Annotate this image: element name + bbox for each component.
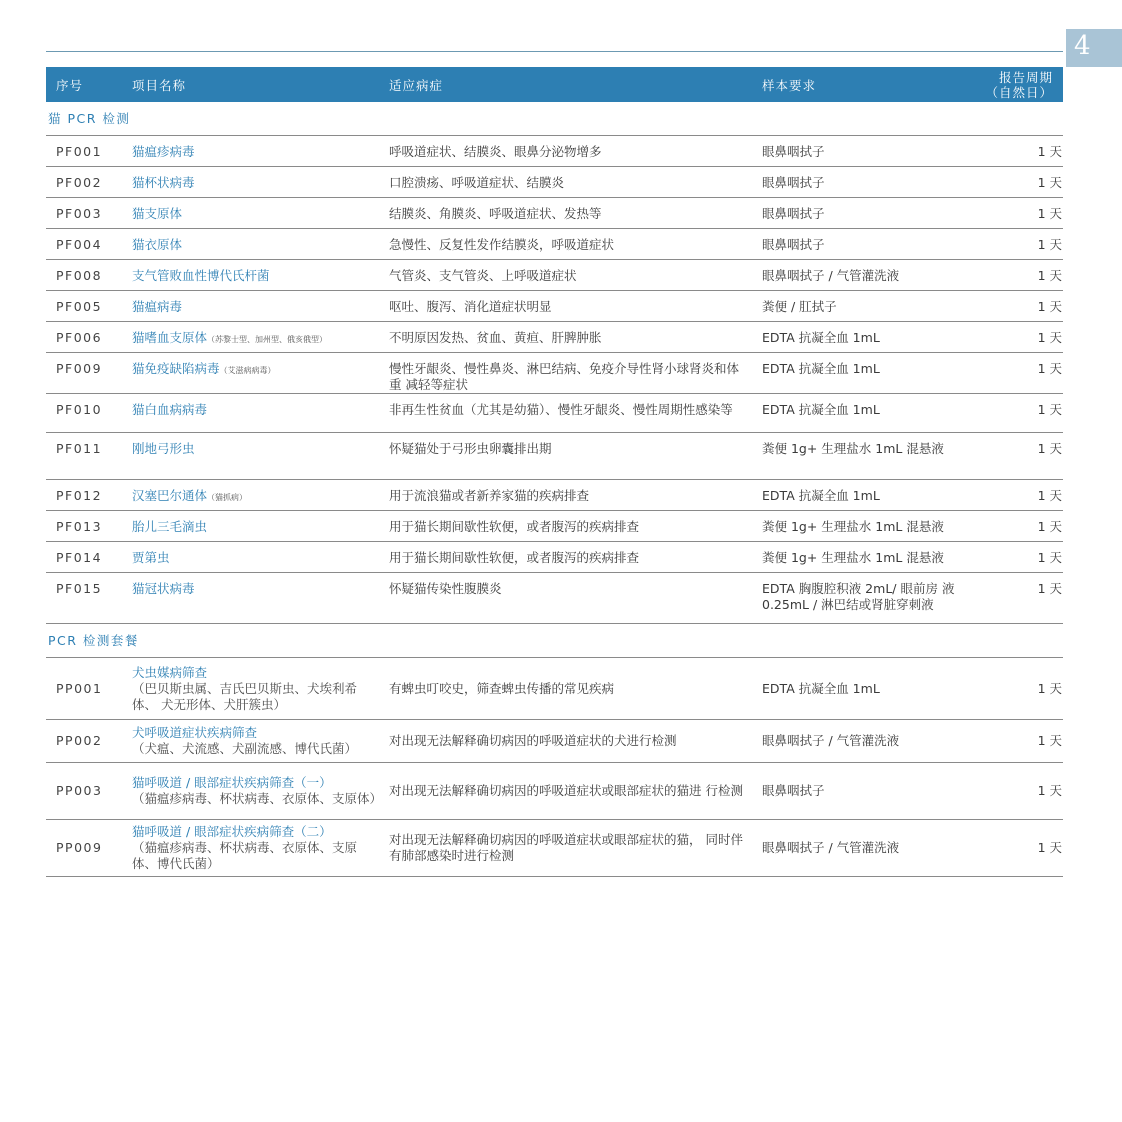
cell-code: PF004 <box>46 229 122 260</box>
table-row <box>46 353 1063 394</box>
cell-code: PP001 <box>46 658 122 720</box>
cell-sample: 眼鼻咽拭子 <box>752 167 968 198</box>
cell-period: 1 天 <box>968 573 1063 624</box>
cell-period: 1 天 <box>968 511 1063 542</box>
cell-indication: 非再生性贫血（尤其是幼猫）、慢性牙龈炎、慢性周期性感染等 <box>379 394 752 433</box>
cell-name: 猫衣原体 <box>122 229 379 260</box>
table-row <box>46 291 1063 322</box>
cell-name: 猫瘟疹病毒 <box>122 136 379 167</box>
cell-sample: 粪便 1g+ 生理盐水 1mL 混悬液 <box>752 542 968 573</box>
cell-sample: 眼鼻咽拭子 <box>752 229 968 260</box>
cell-code: PP009 <box>46 820 122 877</box>
cell-name <box>122 763 383 820</box>
table-row <box>46 394 1063 433</box>
cell-indication: 结膜炎、角膜炎、呼吸道症状、发热等 <box>379 198 752 229</box>
cell-sample: EDTA 抗凝全血 1mL <box>752 394 968 433</box>
cell-period: 1 天 <box>968 167 1063 198</box>
cell-name <box>122 720 379 763</box>
table-row <box>46 229 1063 260</box>
cell-sample: 粪便 / 肛拭子 <box>752 291 968 322</box>
cell-name <box>122 480 379 511</box>
page-number-tab: 4 <box>1066 29 1122 67</box>
cell-period: 1 天 <box>968 720 1063 763</box>
cell-name <box>122 820 379 877</box>
table-row <box>46 658 1063 720</box>
cell-period: 1 天 <box>968 820 1063 877</box>
cell-code: PF013 <box>46 511 122 542</box>
table-row <box>46 511 1063 542</box>
cell-name <box>122 322 379 353</box>
header-code: 序号 <box>46 67 122 102</box>
section-title: 猫 PCR 检测 <box>46 102 1063 136</box>
cell-indication: 呼吸道症状、结膜炎、眼鼻分泌物增多 <box>379 136 752 167</box>
cell-indication: 对出现无法解释确切病因的呼吸道症状的犬进行检测 <box>379 720 752 763</box>
cell-indication: 对出现无法解释确切病因的呼吸道症状或眼部症状的猫， 同时伴有肺部感染时进行检测 <box>379 820 752 877</box>
cell-name: 猫支原体 <box>122 198 379 229</box>
item-name-note: （苏黎士型、加州型、俄亥俄型） <box>207 335 328 344</box>
table-row <box>46 260 1063 291</box>
cell-sample: 眼鼻咽拭子 / 气管灌洗液 <box>752 720 968 763</box>
cell-period: 1 天 <box>968 433 1063 480</box>
table-row <box>46 763 1063 820</box>
package-contents: （猫瘟疹病毒、杯状病毒、衣原体、支原体、博代氏菌） <box>132 840 358 871</box>
cell-indication: 用于流浪猫或者新养家猫的疾病排查 <box>379 480 752 511</box>
cell-sample: 粪便 1g+ 生理盐水 1mL 混悬液 <box>752 433 968 480</box>
cell-indication: 气管炎、支气管炎、上呼吸道症状 <box>379 260 752 291</box>
table-row <box>46 167 1063 198</box>
item-name-note: （猫抓病） <box>207 493 248 502</box>
cell-code: PF012 <box>46 480 122 511</box>
item-name: 汉塞巴尔通体 <box>132 488 208 503</box>
cell-code: PF001 <box>46 136 122 167</box>
cell-period: 1 天 <box>968 353 1063 394</box>
header-period-line2: （自然日） <box>985 84 1053 100</box>
cell-indication: 慢性牙龈炎、慢性鼻炎、淋巴结病、免疫介导性肾小球肾炎和体重 减轻等症状 <box>379 353 752 394</box>
cell-sample: EDTA 抗凝全血 1mL <box>752 658 968 720</box>
section-title-row <box>46 624 1063 658</box>
cell-name: 猫杯状病毒 <box>122 167 379 198</box>
cell-code: PP002 <box>46 720 122 763</box>
table-row <box>46 433 1063 480</box>
table-row <box>46 198 1063 229</box>
cell-indication: 有蜱虫叮咬史，筛查蜱虫传播的常见疾病 <box>379 658 752 720</box>
cell-period: 1 天 <box>968 542 1063 573</box>
cell-sample: EDTA 抗凝全血 1mL <box>752 480 968 511</box>
cell-code: PF014 <box>46 542 122 573</box>
table-row <box>46 573 1063 624</box>
cell-indication: 不明原因发热、贫血、黄疸、肝脾肿胀 <box>379 322 752 353</box>
table-row <box>46 136 1063 167</box>
package-contents: （巴贝斯虫属、吉氏巴贝斯虫、犬埃利希体、 犬无形体、犬肝簇虫） <box>132 680 358 712</box>
cell-period: 1 天 <box>968 394 1063 433</box>
cell-code: PF009 <box>46 353 122 394</box>
cell-indication: 对出现无法解释确切病因的呼吸道症状或眼部症状的猫进 行检测 <box>379 763 752 820</box>
header-period-line1: 报告周期 <box>998 69 1053 85</box>
cell-code: PF002 <box>46 167 122 198</box>
header-name: 项目名称 <box>122 67 379 102</box>
cell-indication: 急慢性、反复性发作结膜炎，呼吸道症状 <box>379 229 752 260</box>
cell-indication: 用于猫长期间歇性软便，或者腹泻的疾病排查 <box>379 542 752 573</box>
cell-indication: 用于猫长期间歇性软便，或者腹泻的疾病排查 <box>379 511 752 542</box>
cell-sample: EDTA 抗凝全血 1mL <box>752 353 968 394</box>
top-divider <box>46 51 1063 52</box>
header-sample: 样本要求 <box>752 67 968 102</box>
cell-name: 猫瘟病毒 <box>122 291 379 322</box>
package-name: 犬呼吸道症状疾病筛查 <box>132 725 258 740</box>
item-name: 猫嗜血支原体 <box>132 330 208 345</box>
header-period <box>968 67 1063 102</box>
package-name: 犬虫媒病筛查 <box>132 664 208 680</box>
cell-sample: 眼鼻咽拭子 <box>752 763 968 820</box>
table-row <box>46 542 1063 573</box>
cell-sample: EDTA 胸腹腔积液 2mL/ 眼前房 液 0.25mL / 淋巴结或肾脏穿刺液 <box>752 573 968 624</box>
table-row <box>46 322 1063 353</box>
package-name: 猫呼吸道 / 眼部症状疾病筛查（一） <box>132 775 332 790</box>
cell-sample: 粪便 1g+ 生理盐水 1mL 混悬液 <box>752 511 968 542</box>
cell-sample: 眼鼻咽拭子 <box>752 198 968 229</box>
cell-code: PF010 <box>46 394 122 433</box>
cell-sample: 眼鼻咽拭子 / 气管灌洗液 <box>752 820 968 877</box>
cell-code: PF006 <box>46 322 122 353</box>
cell-period: 1 天 <box>968 322 1063 353</box>
item-name: 猫免疫缺陷病毒 <box>132 361 220 376</box>
package-contents: （犬瘟、犬流感、犬副流感、博代氏菌） <box>132 741 358 756</box>
cell-indication: 口腔溃疡、呼吸道症状、结膜炎 <box>379 167 752 198</box>
table-row <box>46 480 1063 511</box>
cell-period: 1 天 <box>968 658 1063 720</box>
cell-period: 1 天 <box>968 291 1063 322</box>
cell-indication: 呕吐、腹泻、消化道症状明显 <box>379 291 752 322</box>
cell-code: PF015 <box>46 573 122 624</box>
cell-sample: 眼鼻咽拭子 / 气管灌洗液 <box>752 260 968 291</box>
cell-name: 猫冠状病毒 <box>122 573 379 624</box>
cell-name: 猫白血病病毒 <box>122 394 379 433</box>
header-indication: 适应病症 <box>379 67 752 102</box>
cell-code: PF011 <box>46 433 122 480</box>
cell-name: 支气管败血性博代氏杆菌 <box>122 260 379 291</box>
cell-period: 1 天 <box>968 198 1063 229</box>
table-row <box>46 820 1063 877</box>
cell-name <box>122 658 379 720</box>
test-price-table <box>46 67 1063 877</box>
cell-period: 1 天 <box>968 260 1063 291</box>
section-title: PCR 检测套餐 <box>46 624 1063 658</box>
cell-indication: 怀疑猫传染性腹膜炎 <box>379 573 752 624</box>
cell-indication: 怀疑猫处于弓形虫卵囊排出期 <box>379 433 752 480</box>
cell-period: 1 天 <box>968 480 1063 511</box>
table-header-row <box>46 67 1063 102</box>
cell-code: PF003 <box>46 198 122 229</box>
cell-name: 刚地弓形虫 <box>122 433 379 480</box>
package-contents: （猫瘟疹病毒、杯状病毒、衣原体、支原体） <box>132 791 383 806</box>
cell-code: PF005 <box>46 291 122 322</box>
package-name: 猫呼吸道 / 眼部症状疾病筛查（二） <box>132 824 332 839</box>
cell-name: 贾第虫 <box>122 542 379 573</box>
cell-sample: 眼鼻咽拭子 <box>752 136 968 167</box>
cell-period: 1 天 <box>968 136 1063 167</box>
item-name-note: （艾滋病病毒） <box>219 366 276 375</box>
cell-period: 1 天 <box>968 229 1063 260</box>
cell-code: PF008 <box>46 260 122 291</box>
table-row <box>46 720 1063 763</box>
cell-period: 1 天 <box>968 763 1063 820</box>
cell-code: PP003 <box>46 763 122 820</box>
cell-name: 胎儿三毛滴虫 <box>122 511 379 542</box>
cell-sample: EDTA 抗凝全血 1mL <box>752 322 968 353</box>
section-title-row <box>46 102 1063 136</box>
cell-name <box>122 353 379 394</box>
